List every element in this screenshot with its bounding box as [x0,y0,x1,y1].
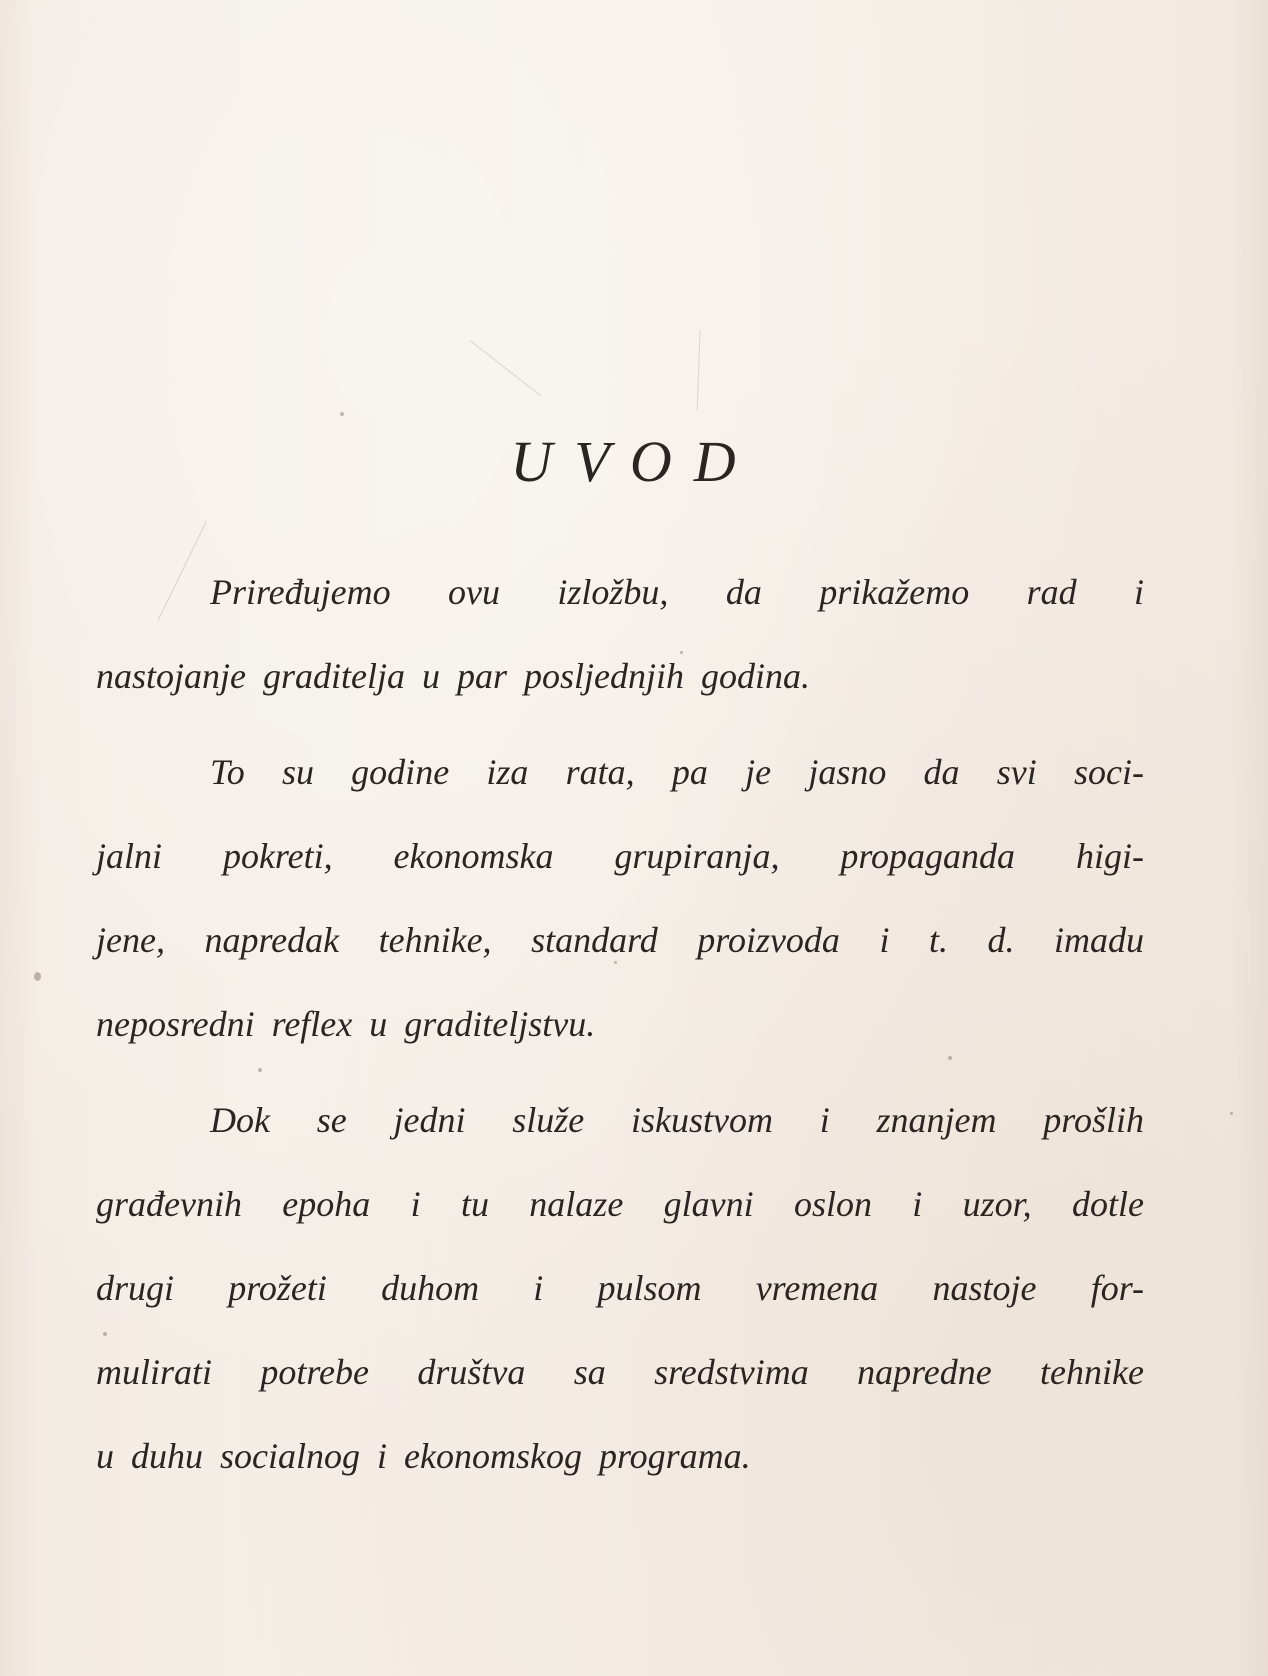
text-line: građevnih epoha i tu nalaze glavni oslon i uzor, dotle [96,1184,1144,1224]
paper-speck [340,412,344,416]
paper-speck [1230,1112,1233,1115]
text-line: Priređujemo ovu izložbu, da prikažemo rad i [210,572,1144,612]
text-line: nastojanje graditelja u par posljednjih godina. [96,656,810,696]
paper-scratch [697,330,701,410]
paper-speck [948,1056,952,1060]
paper-speck [103,1332,107,1336]
text-line: u duhu socialnog i ekonomskog programa. [96,1436,751,1476]
page-title: UVOD [510,429,758,494]
paper-scratch [470,340,542,396]
paper-scratch [158,521,207,620]
text-line: Dok se jedni služe iskustvom i znanjem prošlih [210,1100,1144,1140]
text-line: neposredni reflex u graditeljstvu. [96,1004,596,1044]
paper-speck [34,972,41,981]
text-line: drugi prožeti duhom i pulsom vremena nastoje for- [96,1268,1144,1308]
text-line: jene, napredak tehnike, standard proizvoda i t. d. imadu [96,920,1144,960]
paper-speck [258,1068,262,1072]
text-line: jalni pokreti, ekonomska grupiranja, propaganda higi- [96,836,1144,876]
text-line: mulirati potrebe društva sa sredstvima napredne tehnike [96,1352,1144,1392]
text-line: To su godine iza rata, pa je jasno da svi soci- [210,752,1144,792]
